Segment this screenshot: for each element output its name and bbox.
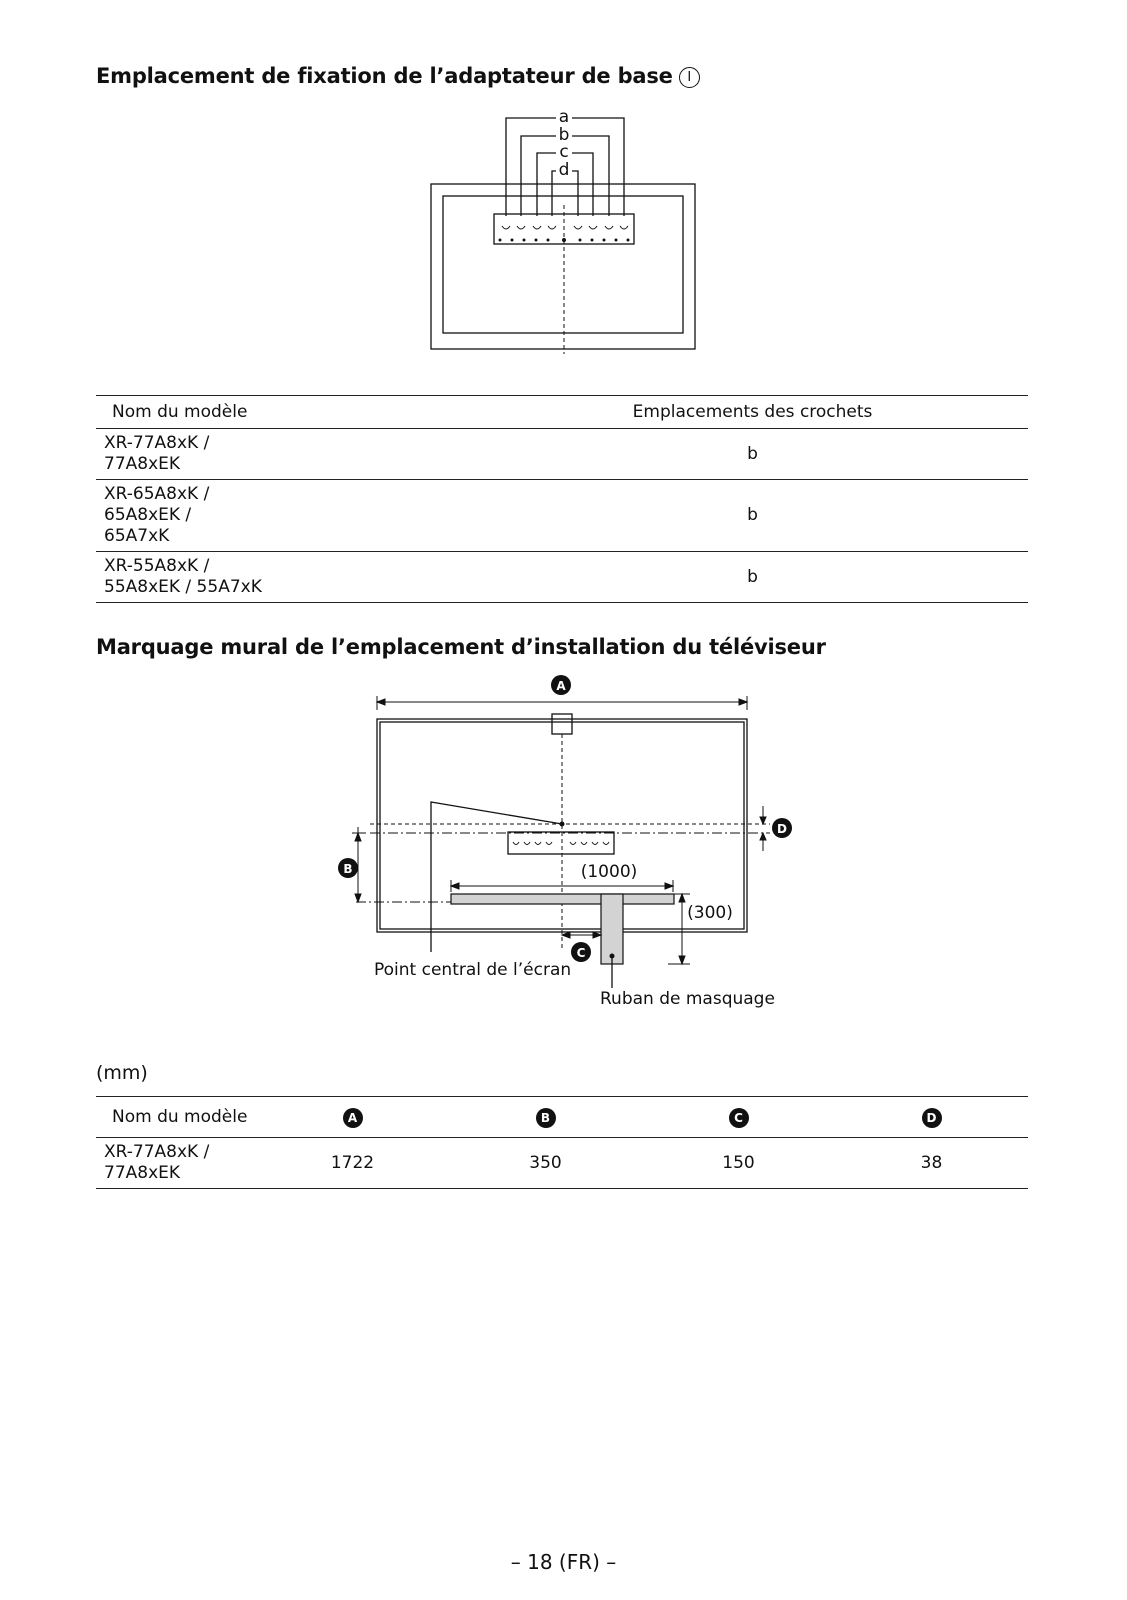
figure-adapter-attachment	[0, 0, 1127, 370]
column-header-a	[256, 1097, 449, 1138]
model-line: 55A8xEK / 55A7xK	[104, 577, 262, 597]
model-cell	[96, 480, 477, 552]
figure1-label-b: b	[558, 125, 570, 145]
circled-i-icon: I	[679, 67, 700, 88]
model-cell	[96, 552, 477, 603]
table-row	[96, 429, 1028, 480]
figure-wall-marking	[0, 670, 1127, 1020]
figure1-label-c: c	[559, 142, 569, 162]
label-screen-center: Point central de l’écran	[374, 960, 572, 980]
column-header-model: Nom du modèle	[96, 1097, 256, 1138]
badge-d-icon: D	[922, 1108, 942, 1128]
section1-title-text: Emplacement de fixation de l’adaptateur de base	[96, 64, 673, 88]
badge-b-icon: B	[536, 1108, 556, 1128]
value-c-cell: 150	[722, 1152, 755, 1173]
column-header-model: Nom du modèle	[96, 396, 477, 429]
figure1-label-a: a	[558, 107, 570, 127]
model-line: 65A7xK	[104, 526, 170, 546]
column-header-bracket-locations: Emplacements des crochets	[477, 396, 1028, 429]
model-line: XR-65A8xK /	[104, 484, 210, 504]
model-cell	[96, 1138, 256, 1189]
unit-label: (mm)	[96, 1062, 148, 1084]
model-line: XR-77A8xK /	[104, 1142, 210, 1162]
marker-c-label: C	[576, 946, 586, 960]
marker-d-label: D	[777, 822, 787, 836]
bracket-value-cell: b	[477, 429, 1028, 480]
table-row	[96, 552, 1028, 603]
bracket-value-cell: b	[747, 566, 758, 587]
table-row	[96, 1138, 1028, 1189]
marker-b-label: B	[343, 862, 353, 876]
bracket-location-table	[96, 395, 1028, 603]
table-header-row	[96, 1097, 1028, 1138]
model-cell	[96, 429, 477, 480]
value-a-cell: 1722	[330, 1152, 375, 1173]
value-b-cell: 350	[529, 1152, 562, 1173]
column-header-c	[642, 1097, 835, 1138]
marker-a-label: A	[556, 679, 566, 693]
model-line: 65A8xEK /	[104, 505, 192, 525]
column-header-b	[449, 1097, 642, 1138]
model-line: XR-77A8xK /	[104, 433, 210, 453]
model-line: 77A8xEK	[104, 1163, 181, 1183]
masking-tape-horizontal	[451, 894, 674, 904]
badge-c-icon: C	[729, 1108, 749, 1128]
model-line: 77A8xEK	[104, 454, 181, 474]
value-d-cell: 38	[920, 1152, 943, 1173]
dimension-300-label: (300)	[687, 903, 733, 923]
bracket-value-cell: b	[477, 480, 1028, 552]
table-header-row	[96, 396, 1028, 429]
dimension-1000-label: (1000)	[580, 862, 638, 882]
model-line: XR-55A8xK /	[104, 556, 210, 576]
dimensions-table	[96, 1096, 1028, 1189]
label-masking-tape: Ruban de masquage	[600, 989, 775, 1009]
column-header-d	[835, 1097, 1028, 1138]
page-number: – 18 (FR) –	[510, 1550, 617, 1574]
table-row	[96, 480, 1028, 552]
badge-a-icon: A	[343, 1108, 363, 1128]
section2-title: Marquage mural de l’emplacement d’installation du téléviseur	[96, 635, 826, 659]
figure1-label-d: d	[558, 160, 570, 180]
